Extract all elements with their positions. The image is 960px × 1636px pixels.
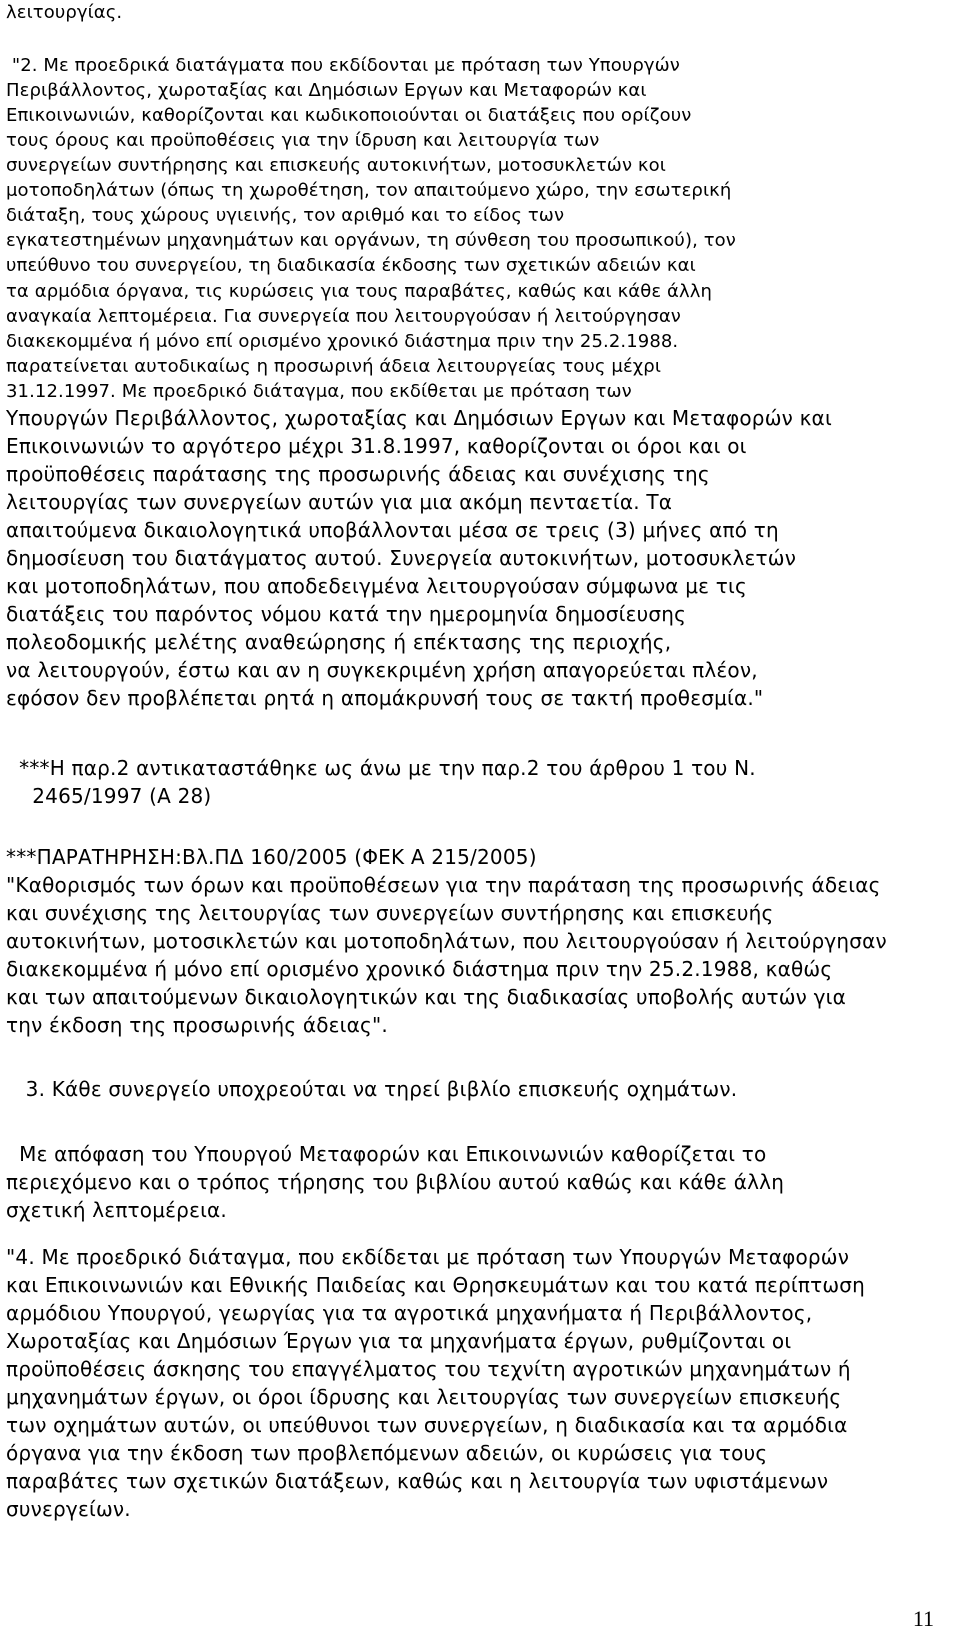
text-line: Επικοινωνιών το αργότερο μέχρι 31.8.1997, καθορίζονται οι όροι και οι bbox=[6, 434, 747, 458]
text-line: Χωροταξίας και Δημόσιων Έργων για τα μηχανήματα έργων, ρυθμίζονται οι bbox=[6, 1329, 792, 1353]
text-line: προϋποθέσεις παράτασης της προσωρινής άδειας και συνέχισης της bbox=[6, 462, 710, 486]
text-line: λειτουργίας των συνεργείων αυτών για μια ακόμη πενταετία. Τα bbox=[6, 490, 673, 514]
text-line: παραβάτες των σχετικών διατάξεων, καθώς και η λειτουργία των υφιστάμενων bbox=[6, 1469, 829, 1493]
text-line: "Καθορισμός των όρων και προϋποθέσεων για την παράταση της προσωρινής άδειας bbox=[6, 873, 881, 897]
text-line: "2. Με προεδρικά διατάγματα που εκδίδονται με πρόταση των Υπουργών bbox=[6, 55, 680, 76]
text-line: Περιβάλλοντος, χωροταξίας και Δημόσιων Εργων και Μεταφορών και bbox=[6, 80, 647, 101]
text-line: διάταξη, τους χώρους υγιεινής, τον αριθμό και το είδος των bbox=[6, 205, 565, 226]
text-line: πολεοδομικής μελέτης αναθεώρησης ή επέκτασης της περιοχής, bbox=[6, 630, 672, 654]
text-line: μοτοποδηλάτων (όπως τη χωροθέτηση, τον απαιτούμενο χώρο, την εσωτερική bbox=[6, 180, 732, 201]
text-line: εγκατεστημένων μηχανημάτων και οργάνων, τη σύνθεση του προσωπικού), τον bbox=[6, 230, 736, 251]
text-line: συνεργείων συντήρησης και επισκευής αυτοκινήτων, μοτοσυκλετών κοι bbox=[6, 155, 666, 176]
text-line: τους όρους και προϋποθέσεις για την ίδρυση και λειτουργία των bbox=[6, 130, 600, 151]
text-line: λειτουργίας. bbox=[6, 2, 123, 23]
text-line: υπεύθυνο του συνεργείου, τη διαδικασία έκδοσης των σχετικών αδειών και bbox=[6, 255, 696, 276]
text-line: 31.12.1997. Με προεδρικό διάταγμα, που εκδίθεται με πρόταση των bbox=[6, 381, 632, 402]
text-line: "4. Με προεδρικό διάταγμα, που εκδίδεται με πρόταση των Υπουργών Μεταφορών bbox=[6, 1245, 850, 1269]
text-line: παρατείνεται αυτοδικαίως η προσωρινή άδεια λειτουργείας τους μέχρι bbox=[6, 356, 662, 377]
text-line: προϋποθέσεις άσκησης του επαγγέλματος του τεχνίτη αγροτικών μηχανημάτων ή bbox=[6, 1357, 851, 1381]
text-line: Υπουργών Περιβάλλοντος, χωροταξίας και Δημόσιων Εργων και Μεταφορών και bbox=[6, 406, 832, 430]
text-line: διατάξεις του παρόντος νόμου κατά την ημερομηνία δημοσίευσης bbox=[6, 602, 687, 626]
text-line: αρμόδιου Υπουργού, γεωργίας για τα αγροτικά μηχανήματα ή Περιβάλλοντος, bbox=[6, 1301, 813, 1325]
text-line: να λειτουργούν, έστω και αν η συγκεκριμένη χρήση απαγορεύεται πλέον, bbox=[6, 658, 758, 682]
text-line: 3. Κάθε συνεργείο υποχρεούται να τηρεί βιβλίο επισκευής οχημάτων. bbox=[6, 1077, 738, 1101]
text-line: 2465/1997 (Α 28) bbox=[6, 784, 212, 808]
text-line: και μοτοποδηλάτων, που αποδεδειγμένα λειτουργούσαν σύμφωνα με τις bbox=[6, 574, 747, 598]
text-line: τα αρμόδια όργανα, τις κυρώσεις για τους παραβάτες, καθώς και κάθε άλλη bbox=[6, 281, 712, 302]
text-line: εφόσον δεν προβλέπεται ρητά η απομάκρυνσή τους σε τακτή προθεσμία." bbox=[6, 686, 764, 710]
text-line: μηχανημάτων έργων, οι όροι ίδρυσης και λειτουργίας των συνεργείων επισκευής bbox=[6, 1385, 842, 1409]
text-line: των οχημάτων αυτών, οι υπεύθυνοι των συνεργείων, η διαδικασία και τα αρμόδια bbox=[6, 1413, 848, 1437]
text-line: σχετική λεπτομέρεια. bbox=[6, 1198, 227, 1222]
text-line: απαιτούμενα δικαιολογητικά υποβάλλονται μέσα σε τρεις (3) μήνες από τη bbox=[6, 518, 779, 542]
text-line: αυτοκινήτων, μοτοσικλετών και μοτοποδηλάτων, που λειτουργούσαν ή λειτούργησαν bbox=[6, 929, 887, 953]
text-line: και των απαιτούμενων δικαιολογητικών και της διαδικασίας υποβολής αυτών για bbox=[6, 985, 846, 1009]
page-number: 11 bbox=[912, 1606, 934, 1631]
text-line: συνεργείων. bbox=[6, 1497, 131, 1521]
text-line: διακεκομμένα ή μόνο επί ορισμένο χρονικό διάστημα πριν την 25.2.1988, καθώς bbox=[6, 957, 833, 981]
text-line: και Επικοινωνιών και Εθνικής Παιδείας και Θρησκευμάτων και του κατά περίπτωση bbox=[6, 1273, 866, 1297]
text-line: περιεχόμενο και ο τρόπος τήρησης του βιβλίου αυτού καθώς και κάθε άλλη bbox=[6, 1170, 785, 1194]
text-line: αναγκαία λεπτομέρεια. Για συνεργεία που λειτουργούσαν ή λειτούργησαν bbox=[6, 306, 681, 327]
text-line: ***ΠΑΡΑΤΗΡΗΣΗ:Βλ.ΠΔ 160/2005 (ΦΕΚ Α 215/2005) bbox=[6, 845, 537, 869]
text-line: διακεκομμένα ή μόνο επί ορισμένο χρονικό διάστημα πριν την 25.2.1988. bbox=[6, 331, 679, 352]
text-line: την έκδοση της προσωρινής άδειας". bbox=[6, 1013, 388, 1037]
text-line: δημοσίευση του διατάγματος αυτού. Συνεργεία αυτοκινήτων, μοτοσυκλετών bbox=[6, 546, 797, 570]
text-line: και συνέχισης της λειτουργίας των συνεργείων συντήρησης και επισκευής bbox=[6, 901, 774, 925]
text-line: ***Η παρ.2 αντικαταστάθηκε ως άνω με την παρ.2 του άρθρου 1 του Ν. bbox=[6, 756, 756, 780]
text-line: Με απόφαση του Υπουργού Μεταφορών και Επικοινωνιών καθορίζεται το bbox=[6, 1142, 767, 1166]
text-line: Επικοινωνιών, καθορίζονται και κωδικοποιούνται οι διατάξεις που ορίζουν bbox=[6, 105, 692, 126]
text-line: όργανα για την έκδοση των προβλεπόμενων αδειών, οι κυρώσεις για τους bbox=[6, 1441, 768, 1465]
